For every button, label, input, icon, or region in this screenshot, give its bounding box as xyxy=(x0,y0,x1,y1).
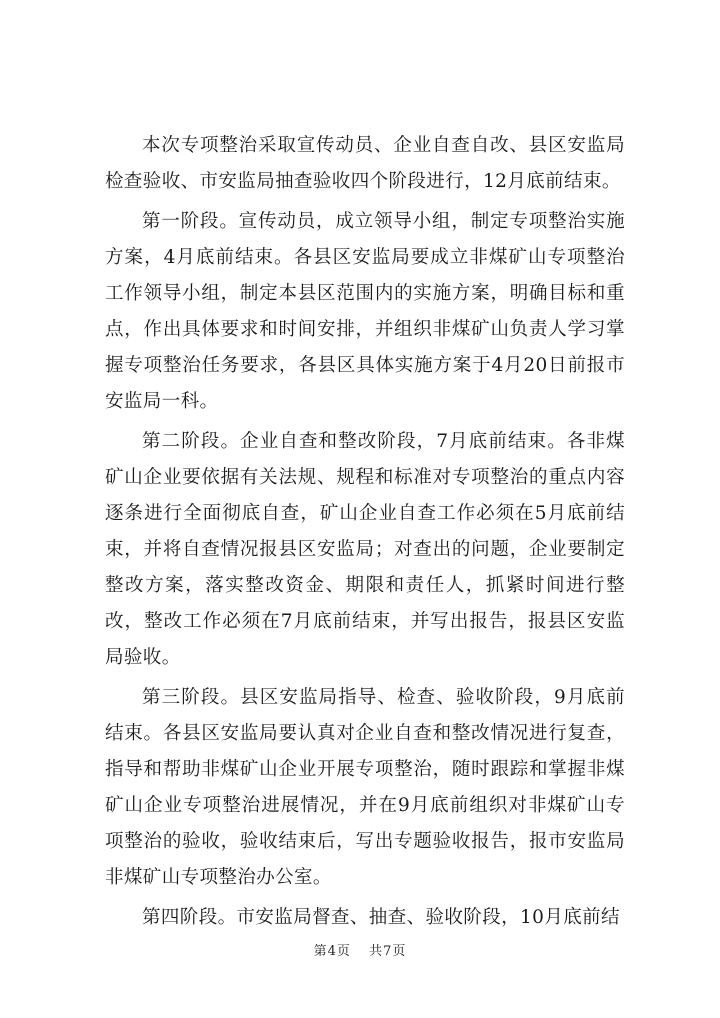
paragraph: 第四阶段。市安监局督查、抽查、验收阶段，10月底前结 xyxy=(142,907,620,928)
paragraph: 第一阶段。宣传动员，成立领导小组，制定专项整治实施方案，4月底前结束。各县区安监局要成立非煤矿山专项整治工作领导小组，制定本县区范围内的实施方案，明确目标和重点，作出具体要求和时间安排，并组织非煤矿山负责人学习掌握专项整治任务要求，各县区具体实施方案于4月20日前报市安监局一科。 xyxy=(105,211,625,412)
paragraph: 第二阶段。企业自查和整改阶段，7月底前结束。各非煤矿山企业要依据有关法规、规程和标准对专项整治的重点内容逐条进行全面彻底自查，矿山企业自查工作必须在5月底前结束，并将自查情况报县区安监局；对查出的问题，企业要制定整改方案，落实整改资金、期限和责任人，抓紧时间进行整改，整改工作必须在7月底前结束，并写出报告，报县区安监局验收。 xyxy=(105,431,625,668)
paragraph: 本次专项整治采取宣传动员、企业自查自改、县区安监局检查验收、市安监局抽查验收四个阶段进行，12月底前结束。 xyxy=(105,135,625,192)
page-number-total: 共7页 xyxy=(369,944,407,959)
document-body xyxy=(105,128,625,940)
page-number-current: 第4页 xyxy=(313,944,351,959)
paragraph: 第三阶段。县区安监局指导、检查、验收阶段，9月底前结束。各县区安监局要认真对企业自查和整改情况进行复查，指导和帮助非煤矿山企业开展专项整治，随时跟踪和掌握非煤矿山企业专项整治进展情况，并在9月底前组织对非煤矿山专项整治的验收，验收结束后，写出专题验收报告，报市安监局非煤矿山专项整治办公室。 xyxy=(105,687,625,888)
page-footer xyxy=(0,940,720,959)
